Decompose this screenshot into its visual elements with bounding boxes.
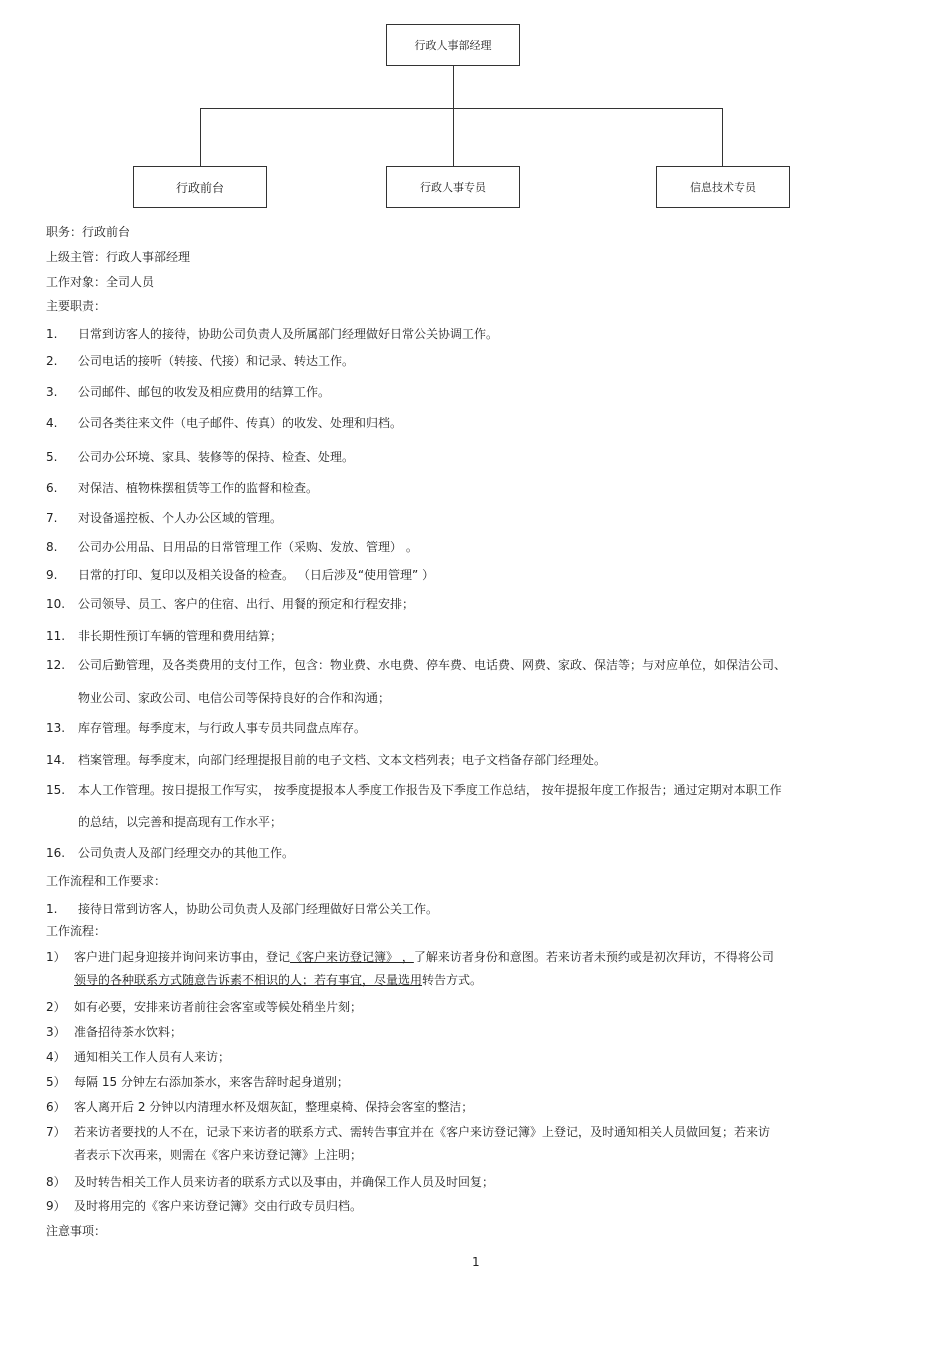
duty-text-continuation: 的总结，以完善和提高现有工作水平； xyxy=(78,815,283,829)
duty-text: 对设备遥控板、个人办公区域的管理。 xyxy=(78,511,283,525)
work-object-line: 工作对象：全司人员 xyxy=(46,275,155,289)
step-text: 通知相关工作人员有人来访； xyxy=(74,1050,231,1064)
duty-text: 日常的打印、复印以及相关设备的检查。 （日后涉及“使用管理” ） xyxy=(78,568,435,582)
step-number: 8） xyxy=(46,1175,66,1189)
org-connector-right xyxy=(722,108,723,166)
step-text: 及时将用完的《客户来访登记簿》交由行政专员归档。 xyxy=(74,1199,363,1213)
step-number: 6） xyxy=(46,1100,66,1114)
duty-number: 3. xyxy=(46,385,58,399)
duty-text: 日常到访客人的接待，协助公司负责人及所属部门经理做好日常公关协调工作。 xyxy=(78,327,499,341)
duty-text: 档案管理。每季度末，向部门经理提报目前的电子文档、文本文档列表；电子文档备存部门经理处。 xyxy=(78,753,607,767)
duty-text: 本人工作管理。按日提报工作写实， 按季度提报本人季度工作报告及下季度工作总结， 按年提报年度工作报告；通过定期对本职工作 xyxy=(78,783,782,797)
process-item-number: 1. xyxy=(46,902,58,916)
duty-number: 5. xyxy=(46,450,58,464)
supervisor-line: 上级主管：行政人事部经理 xyxy=(46,250,191,264)
duty-text: 公司各类往来文件（电子邮件、传真）的收发、处理和归档。 xyxy=(78,416,403,430)
org-label-hr-specialist: 行政人事专员 xyxy=(420,181,486,194)
step-number: 9） xyxy=(46,1199,66,1213)
duty-text: 公司电话的接听（转接、代接）和记录、转达工作。 xyxy=(78,354,355,368)
step-number: 2） xyxy=(46,1000,66,1014)
step-text: 若来访者要找的人不在，记录下来访者的联系方式、需转告事宜并在《客户来访登记簿》上登记，及时通知相关人员做回复；若来访 xyxy=(74,1125,771,1139)
duty-text: 公司邮件、邮包的收发及相应费用的结算工作。 xyxy=(78,385,331,399)
org-connector-left xyxy=(200,108,201,166)
page-number: 1 xyxy=(472,1255,480,1269)
step-number: 5） xyxy=(46,1075,66,1089)
duty-text: 公司领导、员工、客户的住宿、出行、用餐的预定和行程安排； xyxy=(78,597,415,611)
org-label-it-specialist: 信息技术专员 xyxy=(690,181,756,194)
step-text-pre: 客户进门起身迎接并询问来访事由，登记 xyxy=(74,950,291,964)
step-text: 客人离开后 2 分钟以内清理水杯及烟灰缸，整理桌椅、保持会客室的整洁； xyxy=(74,1100,474,1114)
step-text: 准备招待茶水饮料； xyxy=(74,1025,183,1039)
step-text-continuation xyxy=(74,972,482,988)
duty-number: 6. xyxy=(46,481,58,495)
step-number: 4） xyxy=(46,1050,66,1064)
org-box-front-desk xyxy=(133,166,267,208)
duty-text: 公司负责人及部门经理交办的其他工作。 xyxy=(78,846,295,860)
duty-text: 非长期性预订车辆的管理和费用结算； xyxy=(78,629,283,643)
org-connector-middle xyxy=(453,108,454,166)
step-text: 每隔 15 分钟左右添加茶水，来客告辞时起身道别； xyxy=(74,1075,349,1089)
step-text-underlined: 领导的各种联系方式随意告诉素不相识的人；若有事宜，尽量选用 xyxy=(74,973,423,987)
step-number: 7） xyxy=(46,1125,66,1139)
org-connector-horizontal xyxy=(200,108,723,109)
duty-number: 13. xyxy=(46,721,66,735)
org-label-front-desk: 行政前台 xyxy=(175,180,224,195)
step-number: 3） xyxy=(46,1025,66,1039)
duty-number: 15. xyxy=(46,783,66,797)
org-connector-vertical-top xyxy=(453,66,454,108)
duty-number: 7. xyxy=(46,511,58,525)
step-text-continuation: 者表示下次再来，则需在《客户来访登记簿》上注明； xyxy=(74,1148,363,1162)
duty-text: 对保洁、植物株摆租赁等工作的监督和检查。 xyxy=(78,481,319,495)
org-box-manager xyxy=(386,24,520,66)
duty-number: 1. xyxy=(46,327,58,341)
notes-heading: 注意事项： xyxy=(46,1224,107,1238)
duty-number: 12. xyxy=(46,658,66,672)
position-line: 职务：行政前台 xyxy=(46,225,131,239)
duty-text: 公司办公环境、家具、装修等的保持、检查、处理。 xyxy=(78,450,355,464)
step-text-post: 了解来访者身份和意图。若来访者未预约或是初次拜访，不得将公司 xyxy=(413,950,774,964)
step-text xyxy=(74,949,774,965)
duty-number: 14. xyxy=(46,753,66,767)
step-number: 1） xyxy=(46,950,66,964)
duty-number: 8. xyxy=(46,540,58,554)
org-box-it-specialist xyxy=(656,166,790,208)
step-text-post: 转告方式。 xyxy=(422,973,483,987)
flow-heading: 工作流程： xyxy=(46,924,107,938)
process-item-text: 接待日常到访客人，协助公司负责人及部门经理做好日常公关工作。 xyxy=(78,902,439,916)
process-heading: 工作流程和工作要求： xyxy=(46,874,167,888)
step-text: 及时转告相关工作人员来访者的联系方式以及事由，并确保工作人员及时回复； xyxy=(74,1175,495,1189)
duty-number: 4. xyxy=(46,416,58,430)
step-text: 如有必要，安排来访者前往会客室或等候处稍坐片刻； xyxy=(74,1000,363,1014)
duty-text: 公司后勤管理，及各类费用的支付工作，包含：物业费、水电费、停车费、电话费、网费、家政、保洁等；与对应单位，如保洁公司、 xyxy=(78,658,787,672)
duties-heading: 主要职责： xyxy=(46,299,107,313)
duty-number: 10. xyxy=(46,597,66,611)
duty-text: 库存管理。每季度末，与行政人事专员共同盘点库存。 xyxy=(78,721,367,735)
step-text-underlined: 《客户来访登记簿》 ， xyxy=(290,950,414,964)
org-box-hr-specialist xyxy=(386,166,520,208)
duty-number: 2. xyxy=(46,354,58,368)
duty-text-continuation: 物业公司、家政公司、电信公司等保持良好的合作和沟通； xyxy=(78,691,391,705)
duty-number: 11. xyxy=(46,629,66,643)
duty-number: 9. xyxy=(46,568,58,582)
duty-text: 公司办公用品、日用品的日常管理工作（采购、发放、管理） 。 xyxy=(78,540,418,554)
duty-number: 16. xyxy=(46,846,66,860)
org-label-manager: 行政人事部经理 xyxy=(414,39,492,52)
